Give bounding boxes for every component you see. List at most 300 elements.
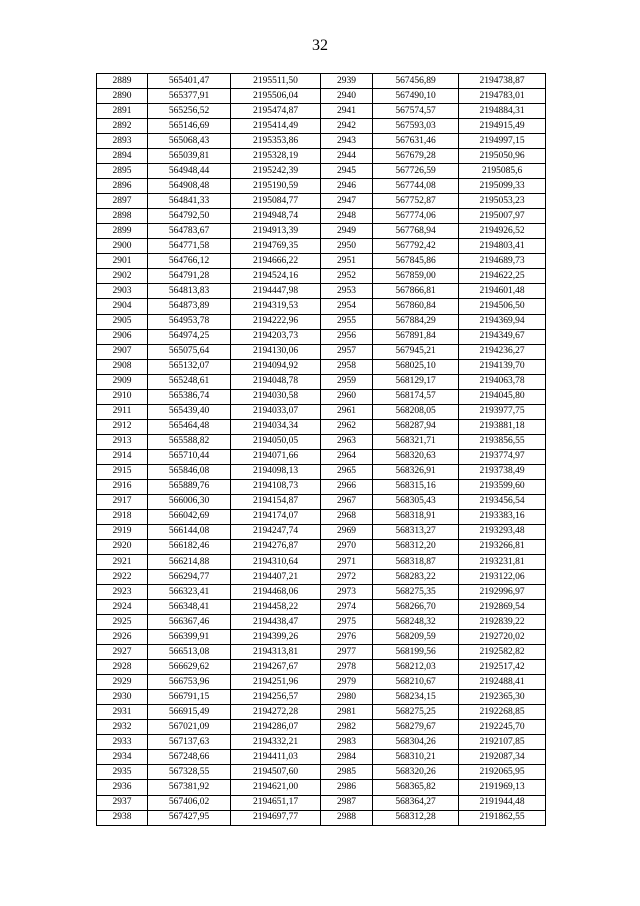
x-coordinate-cell: 567574,57 — [373, 104, 459, 119]
point-number-cell: 2898 — [97, 209, 148, 224]
x-coordinate-cell: 566006,30 — [148, 494, 231, 509]
x-coordinate-cell: 568208,05 — [373, 404, 459, 419]
x-coordinate-cell: 566214,88 — [148, 555, 231, 570]
table-row — [97, 314, 546, 329]
point-number-cell: 2959 — [321, 374, 373, 389]
x-coordinate-cell: 564841,33 — [148, 194, 231, 209]
y-coordinate-cell: 2194033,07 — [231, 404, 321, 419]
table-row — [97, 494, 546, 509]
y-coordinate-cell: 2195084,77 — [231, 194, 321, 209]
table-row — [97, 810, 546, 825]
y-coordinate-cell: 2195099,33 — [459, 179, 546, 194]
point-number-cell: 2977 — [321, 645, 373, 660]
y-coordinate-cell: 2193456,54 — [459, 494, 546, 509]
y-coordinate-cell: 2194319,53 — [231, 299, 321, 314]
y-coordinate-cell: 2195085,6 — [459, 164, 546, 179]
x-coordinate-cell: 568365,82 — [373, 780, 459, 795]
table-row — [97, 389, 546, 404]
point-number-cell: 2960 — [321, 389, 373, 404]
y-coordinate-cell: 2194915,49 — [459, 119, 546, 134]
point-number-cell: 2954 — [321, 299, 373, 314]
x-coordinate-cell: 567490,10 — [373, 89, 459, 104]
x-coordinate-cell: 565146,69 — [148, 119, 231, 134]
point-number-cell: 2893 — [97, 134, 148, 149]
x-coordinate-cell: 568305,43 — [373, 494, 459, 509]
table-row — [97, 720, 546, 735]
y-coordinate-cell: 2194050,05 — [231, 434, 321, 449]
x-coordinate-cell: 568312,20 — [373, 539, 459, 554]
point-number-cell: 2979 — [321, 675, 373, 690]
y-coordinate-cell: 2195053,23 — [459, 194, 546, 209]
y-coordinate-cell: 2194286,07 — [231, 720, 321, 735]
x-coordinate-cell: 567021,09 — [148, 720, 231, 735]
y-coordinate-cell: 2194769,35 — [231, 239, 321, 254]
y-coordinate-cell: 2194349,67 — [459, 329, 546, 344]
x-coordinate-cell: 565889,76 — [148, 479, 231, 494]
table-row — [97, 299, 546, 314]
point-number-cell: 2967 — [321, 494, 373, 509]
x-coordinate-cell: 565377,91 — [148, 89, 231, 104]
point-number-cell: 2964 — [321, 449, 373, 464]
point-number-cell: 2909 — [97, 374, 148, 389]
point-number-cell: 2936 — [97, 780, 148, 795]
table-row — [97, 209, 546, 224]
point-number-cell: 2963 — [321, 434, 373, 449]
x-coordinate-cell: 565588,82 — [148, 434, 231, 449]
point-number-cell: 2900 — [97, 239, 148, 254]
point-number-cell: 2920 — [97, 539, 148, 554]
point-number-cell: 2924 — [97, 600, 148, 615]
table-row — [97, 104, 546, 119]
table-row — [97, 374, 546, 389]
table-row — [97, 149, 546, 164]
point-number-cell: 2941 — [321, 104, 373, 119]
y-coordinate-cell: 2195050,96 — [459, 149, 546, 164]
y-coordinate-cell: 2192720,02 — [459, 630, 546, 645]
x-coordinate-cell: 567406,02 — [148, 795, 231, 810]
x-coordinate-cell: 567859,00 — [373, 269, 459, 284]
y-coordinate-cell: 2192582,82 — [459, 645, 546, 660]
point-number-cell: 2951 — [321, 254, 373, 269]
x-coordinate-cell: 568174,57 — [373, 389, 459, 404]
x-coordinate-cell: 568234,15 — [373, 690, 459, 705]
y-coordinate-cell: 2193738,49 — [459, 464, 546, 479]
table-row — [97, 464, 546, 479]
table-row — [97, 224, 546, 239]
point-number-cell: 2988 — [321, 810, 373, 825]
point-number-cell: 2896 — [97, 179, 148, 194]
x-coordinate-cell: 567744,08 — [373, 179, 459, 194]
point-number-cell: 2890 — [97, 89, 148, 104]
x-coordinate-cell: 567631,46 — [373, 134, 459, 149]
point-number-cell: 2956 — [321, 329, 373, 344]
point-number-cell: 2891 — [97, 104, 148, 119]
y-coordinate-cell: 2194094,92 — [231, 359, 321, 374]
y-coordinate-cell: 2194222,96 — [231, 314, 321, 329]
x-coordinate-cell: 566042,69 — [148, 509, 231, 524]
table-row — [97, 179, 546, 194]
y-coordinate-cell: 2194399,26 — [231, 630, 321, 645]
point-number-cell: 2921 — [97, 555, 148, 570]
x-coordinate-cell: 565710,44 — [148, 449, 231, 464]
x-coordinate-cell: 566323,41 — [148, 585, 231, 600]
coordinates-table — [96, 73, 546, 826]
x-coordinate-cell: 567248,66 — [148, 750, 231, 765]
x-coordinate-cell: 565075,64 — [148, 344, 231, 359]
y-coordinate-cell: 2194174,07 — [231, 509, 321, 524]
x-coordinate-cell: 564948,44 — [148, 164, 231, 179]
y-coordinate-cell: 2194803,41 — [459, 239, 546, 254]
point-number-cell: 2970 — [321, 539, 373, 554]
x-coordinate-cell: 568248,32 — [373, 615, 459, 630]
point-number-cell: 2927 — [97, 645, 148, 660]
y-coordinate-cell: 2194948,74 — [231, 209, 321, 224]
x-coordinate-cell: 567593,03 — [373, 119, 459, 134]
y-coordinate-cell: 2195474,87 — [231, 104, 321, 119]
table-row — [97, 585, 546, 600]
x-coordinate-cell: 564792,50 — [148, 209, 231, 224]
table-row — [97, 479, 546, 494]
point-number-cell: 2934 — [97, 750, 148, 765]
y-coordinate-cell: 2193231,81 — [459, 555, 546, 570]
x-coordinate-cell: 567891,84 — [373, 329, 459, 344]
point-number-cell: 2945 — [321, 164, 373, 179]
point-number-cell: 2950 — [321, 239, 373, 254]
table-row — [97, 735, 546, 750]
y-coordinate-cell: 2194203,73 — [231, 329, 321, 344]
point-number-cell: 2955 — [321, 314, 373, 329]
x-coordinate-cell: 567945,21 — [373, 344, 459, 359]
y-coordinate-cell: 2194048,78 — [231, 374, 321, 389]
y-coordinate-cell: 2194407,21 — [231, 570, 321, 585]
y-coordinate-cell: 2191862,55 — [459, 810, 546, 825]
table-row — [97, 524, 546, 539]
table-row — [97, 600, 546, 615]
table-row — [97, 539, 546, 554]
table-row — [97, 645, 546, 660]
y-coordinate-cell: 2194045,80 — [459, 389, 546, 404]
x-coordinate-cell: 568318,87 — [373, 555, 459, 570]
x-coordinate-cell: 568320,63 — [373, 449, 459, 464]
point-number-cell: 2986 — [321, 780, 373, 795]
y-coordinate-cell: 2191944,48 — [459, 795, 546, 810]
y-coordinate-cell: 2194507,60 — [231, 765, 321, 780]
y-coordinate-cell: 2194030,58 — [231, 389, 321, 404]
point-number-cell: 2948 — [321, 209, 373, 224]
y-coordinate-cell: 2195242,39 — [231, 164, 321, 179]
table-row — [97, 239, 546, 254]
table-row — [97, 705, 546, 720]
y-coordinate-cell: 2193881,18 — [459, 419, 546, 434]
table-row — [97, 269, 546, 284]
y-coordinate-cell: 2192087,34 — [459, 750, 546, 765]
y-coordinate-cell: 2194369,94 — [459, 314, 546, 329]
table-row — [97, 750, 546, 765]
x-coordinate-cell: 565256,52 — [148, 104, 231, 119]
x-coordinate-cell: 566513,08 — [148, 645, 231, 660]
point-number-cell: 2946 — [321, 179, 373, 194]
point-number-cell: 2937 — [97, 795, 148, 810]
y-coordinate-cell: 2195511,50 — [231, 74, 321, 89]
y-coordinate-cell: 2195414,49 — [231, 119, 321, 134]
point-number-cell: 2965 — [321, 464, 373, 479]
table-row — [97, 134, 546, 149]
y-coordinate-cell: 2194272,28 — [231, 705, 321, 720]
y-coordinate-cell: 2194783,01 — [459, 89, 546, 104]
y-coordinate-cell: 2192488,41 — [459, 675, 546, 690]
point-number-cell: 2962 — [321, 419, 373, 434]
table-row — [97, 434, 546, 449]
point-number-cell: 2953 — [321, 284, 373, 299]
point-number-cell: 2917 — [97, 494, 148, 509]
x-coordinate-cell: 564974,25 — [148, 329, 231, 344]
y-coordinate-cell: 2194689,73 — [459, 254, 546, 269]
x-coordinate-cell: 564766,12 — [148, 254, 231, 269]
x-coordinate-cell: 567866,81 — [373, 284, 459, 299]
point-number-cell: 2987 — [321, 795, 373, 810]
x-coordinate-cell: 566791,15 — [148, 690, 231, 705]
point-number-cell: 2907 — [97, 344, 148, 359]
point-number-cell: 2939 — [321, 74, 373, 89]
y-coordinate-cell: 2194438,47 — [231, 615, 321, 630]
point-number-cell: 2969 — [321, 524, 373, 539]
x-coordinate-cell: 568129,17 — [373, 374, 459, 389]
point-number-cell: 2914 — [97, 449, 148, 464]
y-coordinate-cell: 2194313,81 — [231, 645, 321, 660]
y-coordinate-cell: 2194622,25 — [459, 269, 546, 284]
x-coordinate-cell: 565464,48 — [148, 419, 231, 434]
x-coordinate-cell: 568287,94 — [373, 419, 459, 434]
y-coordinate-cell: 2194108,73 — [231, 479, 321, 494]
x-coordinate-cell: 565846,08 — [148, 464, 231, 479]
x-coordinate-cell: 568304,26 — [373, 735, 459, 750]
point-number-cell: 2911 — [97, 404, 148, 419]
y-coordinate-cell: 2194251,96 — [231, 675, 321, 690]
y-coordinate-cell: 2194697,77 — [231, 810, 321, 825]
y-coordinate-cell: 2194997,15 — [459, 134, 546, 149]
x-coordinate-cell: 568266,70 — [373, 600, 459, 615]
table-row — [97, 119, 546, 134]
point-number-cell: 2961 — [321, 404, 373, 419]
point-number-cell: 2903 — [97, 284, 148, 299]
y-coordinate-cell: 2192065,95 — [459, 765, 546, 780]
table-row — [97, 615, 546, 630]
point-number-cell: 2940 — [321, 89, 373, 104]
table-row — [97, 194, 546, 209]
x-coordinate-cell: 568318,91 — [373, 509, 459, 524]
y-coordinate-cell: 2192839,22 — [459, 615, 546, 630]
y-coordinate-cell: 2194310,64 — [231, 555, 321, 570]
table-row — [97, 675, 546, 690]
y-coordinate-cell: 2192365,30 — [459, 690, 546, 705]
y-coordinate-cell: 2194063,78 — [459, 374, 546, 389]
point-number-cell: 2983 — [321, 735, 373, 750]
x-coordinate-cell: 564771,58 — [148, 239, 231, 254]
x-coordinate-cell: 568275,25 — [373, 705, 459, 720]
table-row — [97, 765, 546, 780]
x-coordinate-cell: 566294,77 — [148, 570, 231, 585]
x-coordinate-cell: 564953,78 — [148, 314, 231, 329]
point-number-cell: 2932 — [97, 720, 148, 735]
y-coordinate-cell: 2192869,54 — [459, 600, 546, 615]
y-coordinate-cell: 2194098,13 — [231, 464, 321, 479]
y-coordinate-cell: 2193774,97 — [459, 449, 546, 464]
table-row — [97, 329, 546, 344]
x-coordinate-cell: 568279,67 — [373, 720, 459, 735]
x-coordinate-cell: 568209,59 — [373, 630, 459, 645]
table-row — [97, 74, 546, 89]
x-coordinate-cell: 565068,43 — [148, 134, 231, 149]
point-number-cell: 2957 — [321, 344, 373, 359]
y-coordinate-cell: 2194411,03 — [231, 750, 321, 765]
point-number-cell: 2973 — [321, 585, 373, 600]
x-coordinate-cell: 568310,21 — [373, 750, 459, 765]
y-coordinate-cell: 2192996,97 — [459, 585, 546, 600]
point-number-cell: 2926 — [97, 630, 148, 645]
x-coordinate-cell: 568321,71 — [373, 434, 459, 449]
x-coordinate-cell: 568312,28 — [373, 810, 459, 825]
x-coordinate-cell: 565386,74 — [148, 389, 231, 404]
page-number: 32 — [312, 37, 328, 54]
table-row — [97, 359, 546, 374]
table-row — [97, 509, 546, 524]
x-coordinate-cell: 567726,59 — [373, 164, 459, 179]
point-number-cell: 2930 — [97, 690, 148, 705]
x-coordinate-cell: 568283,22 — [373, 570, 459, 585]
x-coordinate-cell: 567137,63 — [148, 735, 231, 750]
x-coordinate-cell: 565039,81 — [148, 149, 231, 164]
x-coordinate-cell: 566915,49 — [148, 705, 231, 720]
point-number-cell: 2958 — [321, 359, 373, 374]
y-coordinate-cell: 2193266,81 — [459, 539, 546, 554]
y-coordinate-cell: 2194506,50 — [459, 299, 546, 314]
y-coordinate-cell: 2193122,06 — [459, 570, 546, 585]
point-number-cell: 2919 — [97, 524, 148, 539]
y-coordinate-cell: 2194236,27 — [459, 344, 546, 359]
x-coordinate-cell: 565439,40 — [148, 404, 231, 419]
x-coordinate-cell: 567427,95 — [148, 810, 231, 825]
x-coordinate-cell: 567752,87 — [373, 194, 459, 209]
x-coordinate-cell: 567768,94 — [373, 224, 459, 239]
table-row — [97, 89, 546, 104]
point-number-cell: 2944 — [321, 149, 373, 164]
x-coordinate-cell: 567679,28 — [373, 149, 459, 164]
y-coordinate-cell: 2192268,85 — [459, 705, 546, 720]
table-row — [97, 449, 546, 464]
point-number-cell: 2943 — [321, 134, 373, 149]
y-coordinate-cell: 2194139,70 — [459, 359, 546, 374]
y-coordinate-cell: 2194468,06 — [231, 585, 321, 600]
x-coordinate-cell: 567328,55 — [148, 765, 231, 780]
y-coordinate-cell: 2194276,87 — [231, 539, 321, 554]
x-coordinate-cell: 565401,47 — [148, 74, 231, 89]
point-number-cell: 2915 — [97, 464, 148, 479]
x-coordinate-cell: 568320,26 — [373, 765, 459, 780]
table-row — [97, 254, 546, 269]
y-coordinate-cell: 2194524,16 — [231, 269, 321, 284]
point-number-cell: 2974 — [321, 600, 373, 615]
point-number-cell: 2912 — [97, 419, 148, 434]
x-coordinate-cell: 567845,86 — [373, 254, 459, 269]
x-coordinate-cell: 568326,91 — [373, 464, 459, 479]
y-coordinate-cell: 2194601,48 — [459, 284, 546, 299]
table-row — [97, 555, 546, 570]
point-number-cell: 2935 — [97, 765, 148, 780]
y-coordinate-cell: 2194651,17 — [231, 795, 321, 810]
point-number-cell: 2928 — [97, 660, 148, 675]
x-coordinate-cell: 567792,42 — [373, 239, 459, 254]
y-coordinate-cell: 2195506,04 — [231, 89, 321, 104]
x-coordinate-cell: 567381,92 — [148, 780, 231, 795]
point-number-cell: 2976 — [321, 630, 373, 645]
x-coordinate-cell: 568210,67 — [373, 675, 459, 690]
point-number-cell: 2916 — [97, 479, 148, 494]
y-coordinate-cell: 2195353,86 — [231, 134, 321, 149]
point-number-cell: 2980 — [321, 690, 373, 705]
point-number-cell: 2982 — [321, 720, 373, 735]
y-coordinate-cell: 2195007,97 — [459, 209, 546, 224]
point-number-cell: 2908 — [97, 359, 148, 374]
y-coordinate-cell: 2194256,57 — [231, 690, 321, 705]
point-number-cell: 2933 — [97, 735, 148, 750]
x-coordinate-cell: 564791,28 — [148, 269, 231, 284]
x-coordinate-cell: 566144,08 — [148, 524, 231, 539]
y-coordinate-cell: 2194154,87 — [231, 494, 321, 509]
point-number-cell: 2897 — [97, 194, 148, 209]
y-coordinate-cell: 2194034,34 — [231, 419, 321, 434]
y-coordinate-cell: 2194267,67 — [231, 660, 321, 675]
point-number-cell: 2947 — [321, 194, 373, 209]
point-number-cell: 2895 — [97, 164, 148, 179]
table-row — [97, 164, 546, 179]
y-coordinate-cell: 2195190,59 — [231, 179, 321, 194]
x-coordinate-cell: 564813,83 — [148, 284, 231, 299]
y-coordinate-cell: 2193293,48 — [459, 524, 546, 539]
point-number-cell: 2892 — [97, 119, 148, 134]
y-coordinate-cell: 2194621,00 — [231, 780, 321, 795]
point-number-cell: 2975 — [321, 615, 373, 630]
x-coordinate-cell: 567456,89 — [373, 74, 459, 89]
x-coordinate-cell: 567884,29 — [373, 314, 459, 329]
point-number-cell: 2899 — [97, 224, 148, 239]
point-number-cell: 2952 — [321, 269, 373, 284]
x-coordinate-cell: 568364,27 — [373, 795, 459, 810]
x-coordinate-cell: 565248,61 — [148, 374, 231, 389]
point-number-cell: 2949 — [321, 224, 373, 239]
x-coordinate-cell: 568315,16 — [373, 479, 459, 494]
y-coordinate-cell: 2194926,52 — [459, 224, 546, 239]
point-number-cell: 2925 — [97, 615, 148, 630]
x-coordinate-cell: 567860,84 — [373, 299, 459, 314]
point-number-cell: 2942 — [321, 119, 373, 134]
point-number-cell: 2985 — [321, 765, 373, 780]
y-coordinate-cell: 2195328,19 — [231, 149, 321, 164]
y-coordinate-cell: 2194913,39 — [231, 224, 321, 239]
table-row — [97, 284, 546, 299]
y-coordinate-cell: 2194458,22 — [231, 600, 321, 615]
table-row — [97, 344, 546, 359]
y-coordinate-cell: 2192517,42 — [459, 660, 546, 675]
y-coordinate-cell: 2194447,98 — [231, 284, 321, 299]
point-number-cell: 2929 — [97, 675, 148, 690]
y-coordinate-cell: 2194738,87 — [459, 74, 546, 89]
point-number-cell: 2910 — [97, 389, 148, 404]
table-row — [97, 630, 546, 645]
y-coordinate-cell: 2194884,31 — [459, 104, 546, 119]
table-row — [97, 780, 546, 795]
y-coordinate-cell: 2192245,70 — [459, 720, 546, 735]
x-coordinate-cell: 566629,62 — [148, 660, 231, 675]
